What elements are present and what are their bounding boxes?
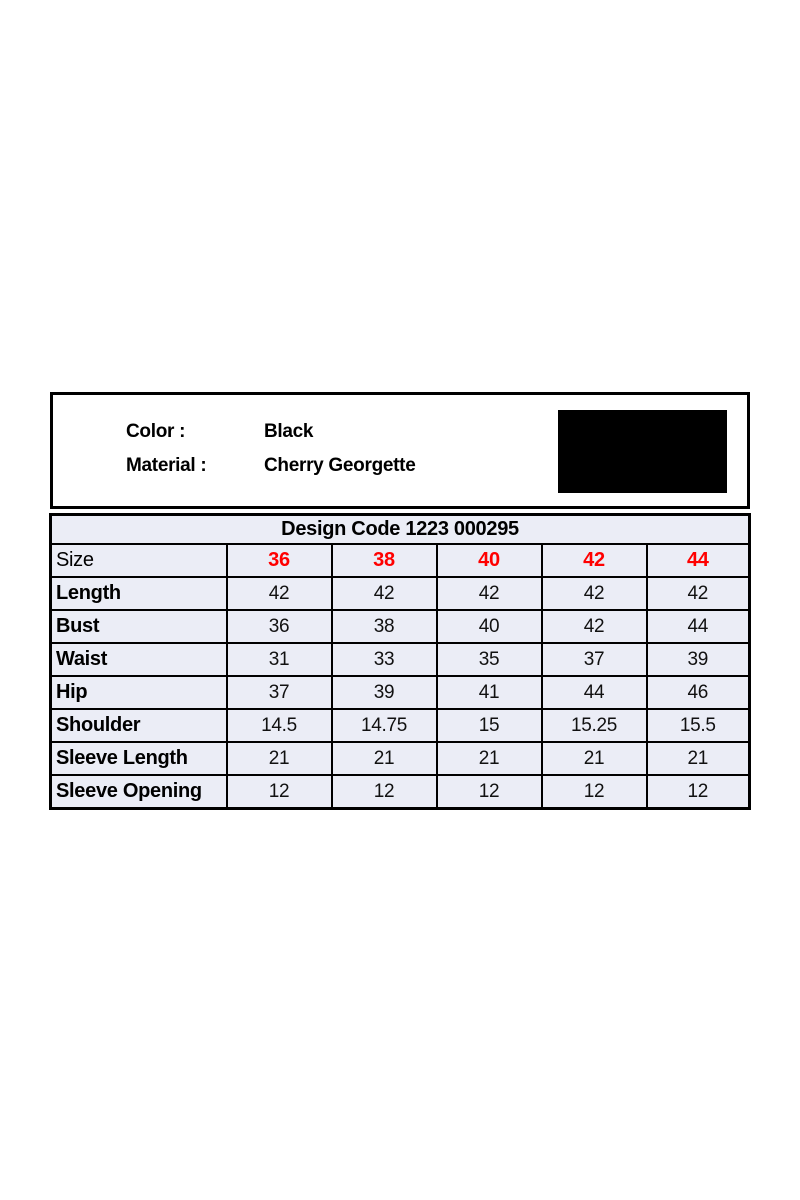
cell-value: 14.75	[332, 709, 437, 742]
cell-value: 35	[437, 643, 542, 676]
cell-value: 12	[647, 775, 750, 809]
cell-value: 33	[332, 643, 437, 676]
cell-value: 36	[227, 610, 332, 643]
size-header-row	[51, 544, 750, 577]
material-value: Cherry Georgette	[264, 455, 416, 476]
cell-value: 31	[227, 643, 332, 676]
cell-value: 37	[227, 676, 332, 709]
size-value: 42	[542, 544, 647, 577]
row-label: Hip	[51, 676, 227, 709]
cell-value: 21	[332, 742, 437, 775]
size-value: 36	[227, 544, 332, 577]
size-chart-table	[49, 513, 751, 810]
cell-value: 40	[437, 610, 542, 643]
fabric-color-swatch	[558, 410, 727, 493]
product-info-box	[50, 392, 750, 509]
row-label: Length	[51, 577, 227, 610]
color-value: Black	[264, 421, 314, 442]
cell-value: 44	[647, 610, 750, 643]
table-row-shoulder	[51, 709, 750, 742]
design-code-title: Design Code 1223 000295	[51, 515, 750, 545]
cell-value: 15.5	[647, 709, 750, 742]
cell-value: 39	[647, 643, 750, 676]
size-row-label: Size	[51, 544, 227, 577]
table-row-sleeve-length	[51, 742, 750, 775]
cell-value: 42	[647, 577, 750, 610]
cell-value: 42	[227, 577, 332, 610]
cell-value: 14.5	[227, 709, 332, 742]
row-label: Waist	[51, 643, 227, 676]
table-row-hip	[51, 676, 750, 709]
cell-value: 38	[332, 610, 437, 643]
cell-value: 15	[437, 709, 542, 742]
table-row-sleeve-opening	[51, 775, 750, 809]
cell-value: 15.25	[542, 709, 647, 742]
table-row-bust	[51, 610, 750, 643]
size-value: 44	[647, 544, 750, 577]
row-label: Sleeve Length	[51, 742, 227, 775]
row-label: Bust	[51, 610, 227, 643]
cell-value: 12	[332, 775, 437, 809]
cell-value: 21	[542, 742, 647, 775]
cell-value: 42	[542, 610, 647, 643]
size-value: 38	[332, 544, 437, 577]
cell-value: 12	[227, 775, 332, 809]
cell-value: 21	[437, 742, 542, 775]
row-label: Sleeve Opening	[51, 775, 227, 809]
table-row-waist	[51, 643, 750, 676]
cell-value: 42	[437, 577, 542, 610]
color-label: Color :	[126, 421, 186, 442]
cell-value: 44	[542, 676, 647, 709]
cell-value: 46	[647, 676, 750, 709]
cell-value: 21	[647, 742, 750, 775]
cell-value: 39	[332, 676, 437, 709]
cell-value: 42	[332, 577, 437, 610]
cell-value: 21	[227, 742, 332, 775]
cell-value: 37	[542, 643, 647, 676]
table-row-length	[51, 577, 750, 610]
size-value: 40	[437, 544, 542, 577]
design-code-row	[51, 515, 750, 545]
cell-value: 12	[437, 775, 542, 809]
cell-value: 12	[542, 775, 647, 809]
cell-value: 42	[542, 577, 647, 610]
cell-value: 41	[437, 676, 542, 709]
material-label: Material :	[126, 455, 207, 476]
row-label: Shoulder	[51, 709, 227, 742]
